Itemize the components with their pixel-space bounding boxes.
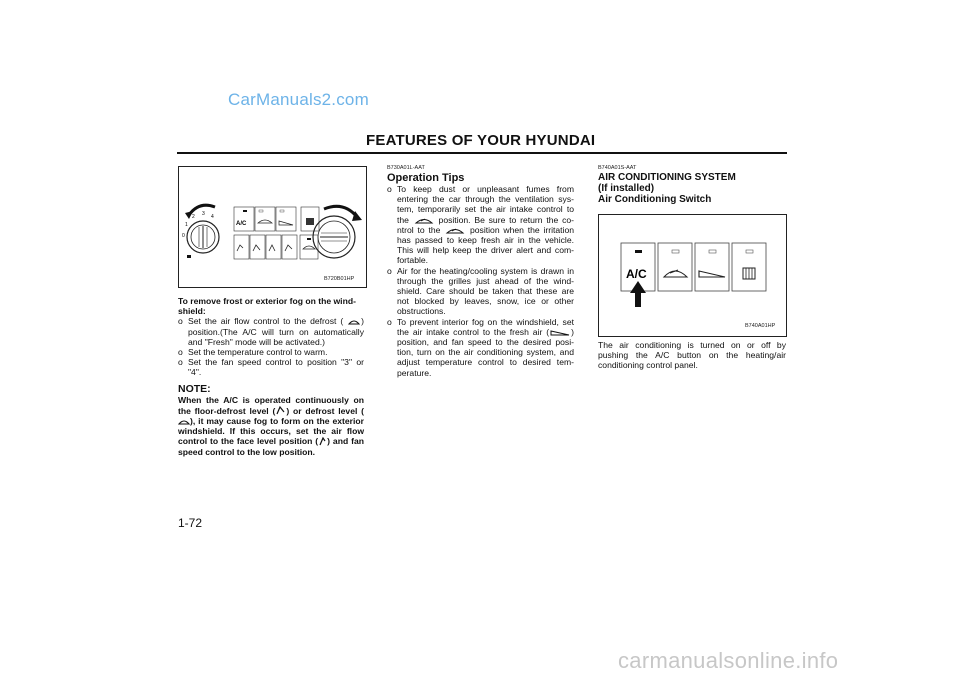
watermark-top[interactable]: CarManuals2.com	[228, 90, 369, 109]
tip-bullet-1: o To keep dust or unpleasant fumes from entering the car through the ventilation sys-tem, temporarily set the air intake control to the position. Be sure to return the co-ntrol to the position when the irritation has passed to keep fresh air in the vehicle. This will help keep the driver alert and com-fortable.	[387, 184, 575, 266]
section-title-line1: AIR CONDITIONING SYSTEM	[598, 172, 736, 183]
figure-code: B720B01HP	[324, 276, 355, 282]
defrost-heading: To remove frost or exterior fog on the wind-shield:	[178, 296, 356, 317]
middle-column	[387, 164, 574, 378]
ac-indicator	[635, 250, 642, 253]
section-title-line2: (If installed)	[598, 183, 655, 194]
fan-speed-1: 1	[185, 222, 188, 228]
fresh-air-icon	[549, 328, 571, 337]
figure-heater-control-panel	[178, 166, 367, 288]
figure-ac-switch	[598, 214, 787, 337]
recirc-icon	[444, 226, 466, 235]
section-title-line3: Air Conditioning Switch	[598, 194, 712, 205]
bullet-2: o Set the temperature control to warm.	[178, 347, 328, 358]
face-vent-icon	[318, 436, 327, 446]
heater-panel-illustration	[179, 167, 366, 287]
defrost-icon	[347, 317, 361, 326]
rear-defrost-icon	[306, 218, 314, 225]
recirc-icon	[413, 216, 435, 225]
bullet-3: o Set the fan speed control to position "3" or "4".	[178, 357, 364, 378]
section-title: Operation Tips	[387, 172, 465, 184]
tip-bullet-2: o Air for the heating/cooling system is drawn in through the grilles just ahead of the wind-shield. Care should be taken that these are not blocked by leaves, snow, ice or other obstructions.	[387, 265, 574, 317]
bullet-marker: o	[178, 316, 183, 327]
ac-button-label: A/C	[626, 267, 647, 281]
figure-code: B740A01HP	[745, 323, 776, 329]
section-code: B740A01S-AAT	[598, 165, 637, 171]
right-column	[598, 164, 786, 205]
page-number: 1-72	[178, 516, 203, 530]
tip-bullet-3: o To prevent interior fog on the windshield, set the air intake control to the fresh air ( ) position, and fan speed to the desired posi-tion, turn on the air conditioning system, and adjust temperature control to desired tem-perature.	[387, 316, 574, 378]
ac-switch-illustration	[599, 215, 786, 336]
fan-speed-4: 4	[211, 214, 214, 220]
ac-switch-description: The air conditioning is turned on or off by pushing the A/C button on the heating/air conditioning control panel.	[598, 340, 786, 371]
fan-speed-2: 2	[192, 214, 195, 220]
note-body: When the A/C is operated continuously on the floor-defrost level ( ) or defrost level (), it may cause fog to form on the exterior windshield. If this occurs, set the air flow control to the face level position ( ) and fan speed control to the low position.	[178, 394, 365, 457]
fan-speed-0: 0	[182, 233, 185, 239]
right-rotation-arrow-icon	[324, 206, 357, 217]
note-title: NOTE:	[178, 382, 211, 395]
bullet-1: o Set the air flow control to the defrost ( ) position.(The A/C will turn on automatically and "Fresh" mode will be activated.)	[178, 316, 364, 347]
floor-defrost-icon	[275, 405, 286, 416]
section-code: B730A01L-AAT	[387, 165, 425, 171]
fig1-ac-label: A/C	[236, 221, 247, 227]
fan-speed-3: 3	[202, 211, 205, 217]
header-rule	[177, 152, 787, 154]
watermark-bottom[interactable]: carmanualsonline.info	[618, 648, 839, 673]
page-header-title: FEATURES OF YOUR HYUNDAI	[366, 132, 596, 149]
left-column	[178, 296, 364, 457]
defrost-icon	[178, 417, 190, 426]
